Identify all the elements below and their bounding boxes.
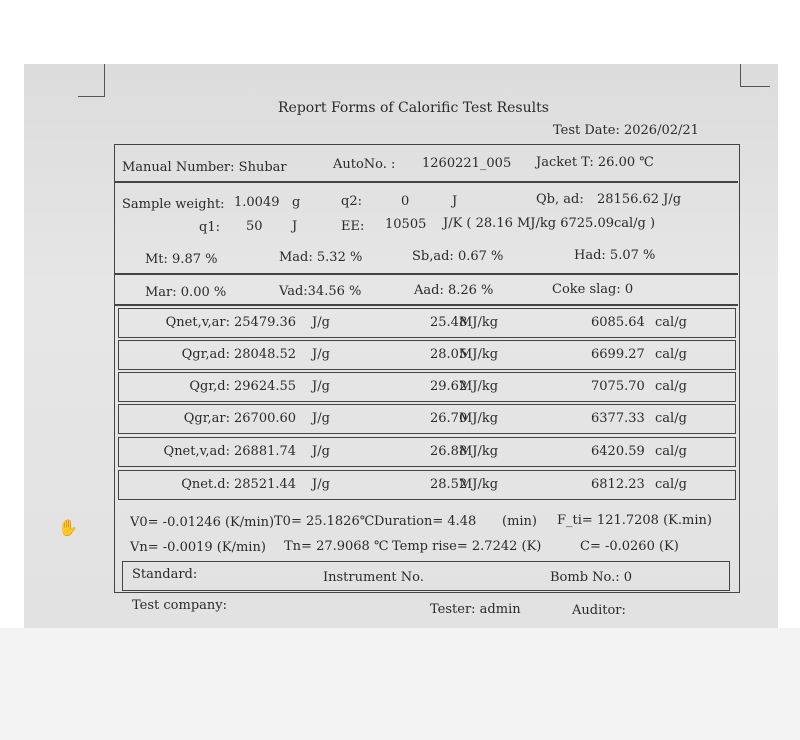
sample-weight-value: 1.0049 [234,195,280,210]
result-jg-unit: J/g [312,411,330,426]
auditor-label: Auditor: [572,603,626,618]
ee-unit: J/K ( 28.16 MJ/kg 6725.09cal/g ) [443,216,656,231]
coke-slag-value: Coke slag: 0 [552,282,634,297]
result-cal-value: 7075.70 [591,379,645,394]
sb-ad-value: Sb,ad: 0.67 % [412,249,504,264]
ee-value: 10505 [385,217,427,232]
q1-value: 50 [246,219,263,234]
result-label: Qnet,v,ar: [165,315,230,330]
result-mj-value: 25.48 [430,315,468,330]
duration-value: Duration= 4.48 [374,514,477,529]
report-title: Report Forms of Calorific Test Results [278,100,549,116]
result-cal-value: 6377.33 [591,411,645,426]
result-cal-value: 6420.59 [591,444,645,459]
test-company-label: Test company: [132,598,227,613]
divider [114,181,738,183]
result-label: Qgr,ar: [183,411,230,426]
result-cal-value: 6699.27 [591,347,645,362]
result-mj-value: 28.05 [430,347,468,362]
result-label: Qnet.d: [181,477,230,492]
t0-value: T0= 25.1826℃ [274,514,375,529]
background-area [0,628,800,740]
result-mj-value: 28.52 [430,477,468,492]
aad-value: Aad: 8.26 % [414,283,494,298]
temp-rise-value: Temp rise= 2.7242 (K) [392,539,542,554]
result-jg-value: 28521.44 [234,477,297,492]
vad-value: Vad:34.56 % [279,284,362,299]
q1-unit: J [292,219,298,234]
f-ti-value: F_ti= 121.7208 (K.min) [557,513,712,528]
result-cal-unit: cal/g [655,347,687,362]
manual-number: Manual Number: Shubar [122,160,287,175]
result-mj-value: 26.70 [430,411,468,426]
q2-unit: J [452,194,458,209]
result-jg-unit: J/g [312,347,330,362]
ee-label: EE: [341,219,365,234]
q2-label: q2: [341,194,362,209]
page-corner-mark [740,86,770,87]
v0-value: V0= -0.01246 (K/min) [130,515,275,530]
q1-label: q1: [199,220,220,235]
divider [114,304,738,306]
result-jg-value: 29624.55 [234,379,297,394]
qb-ad-value: 28156.62 J/g [597,192,682,207]
result-mj-unit: MJ/kg [459,477,499,492]
divider [114,273,738,275]
result-jg-unit: J/g [312,315,330,330]
result-cal-unit: cal/g [655,411,687,426]
auto-no-value: 1260221_005 [422,156,512,171]
had-value: Had: 5.07 % [574,248,656,263]
result-cal-unit: cal/g [655,379,687,394]
result-mj-value: 29.62 [430,379,468,394]
page-corner-mark [740,64,741,86]
result-cal-unit: cal/g [655,315,687,330]
result-jg-value: 26700.60 [234,411,297,426]
sample-weight-label: Sample weight: [122,197,225,212]
result-mj-value: 26.88 [430,444,468,459]
vn-value: Vn= -0.0019 (K/min) [130,540,266,555]
result-jg-value: 28048.52 [234,347,297,362]
duration-unit: (min) [502,514,538,529]
page-corner-mark [78,64,105,97]
result-cal-unit: cal/g [655,477,687,492]
mt-value: Mt: 9.87 % [145,252,218,267]
result-cal-value: 6085.64 [591,315,645,330]
result-jg-unit: J/g [312,444,330,459]
hand-cursor-icon: ✋ [58,518,78,537]
auto-no-label: AutoNo. : [333,157,396,172]
sample-weight-unit: g [292,195,301,210]
result-label: Qnet,v,ad: [163,444,230,459]
tester-label: Tester: admin [430,602,521,617]
qb-ad-label: Qb, ad: [536,192,584,207]
c-value: C= -0.0260 (K) [580,539,679,554]
instrument-label: Instrument No. [323,570,424,585]
result-cal-unit: cal/g [655,444,687,459]
result-jg-unit: J/g [312,379,330,394]
standard-row [122,561,730,591]
bomb-label: Bomb No.: 0 [550,570,633,585]
mar-value: Mar: 0.00 % [145,285,227,300]
jacket-temp: Jacket T: 26.00 ℃ [536,155,654,170]
test-date: Test Date: 2026/02/21 [553,123,699,138]
tn-value: Tn= 27.9068 ℃ [284,539,389,554]
result-jg-value: 26881.74 [234,444,297,459]
standard-label: Standard: [132,567,198,582]
result-label: Qgr,d: [189,379,230,394]
mad-value: Mad: 5.32 % [279,250,363,265]
result-mj-unit: MJ/kg [459,379,499,394]
result-label: Qgr,ad: [181,347,230,362]
result-jg-unit: J/g [312,477,330,492]
result-mj-unit: MJ/kg [459,347,499,362]
result-mj-unit: MJ/kg [459,411,499,426]
result-jg-value: 25479.36 [234,315,297,330]
result-cal-value: 6812.23 [591,477,645,492]
result-mj-unit: MJ/kg [459,444,499,459]
q2-value: 0 [401,194,410,209]
result-mj-unit: MJ/kg [459,315,499,330]
